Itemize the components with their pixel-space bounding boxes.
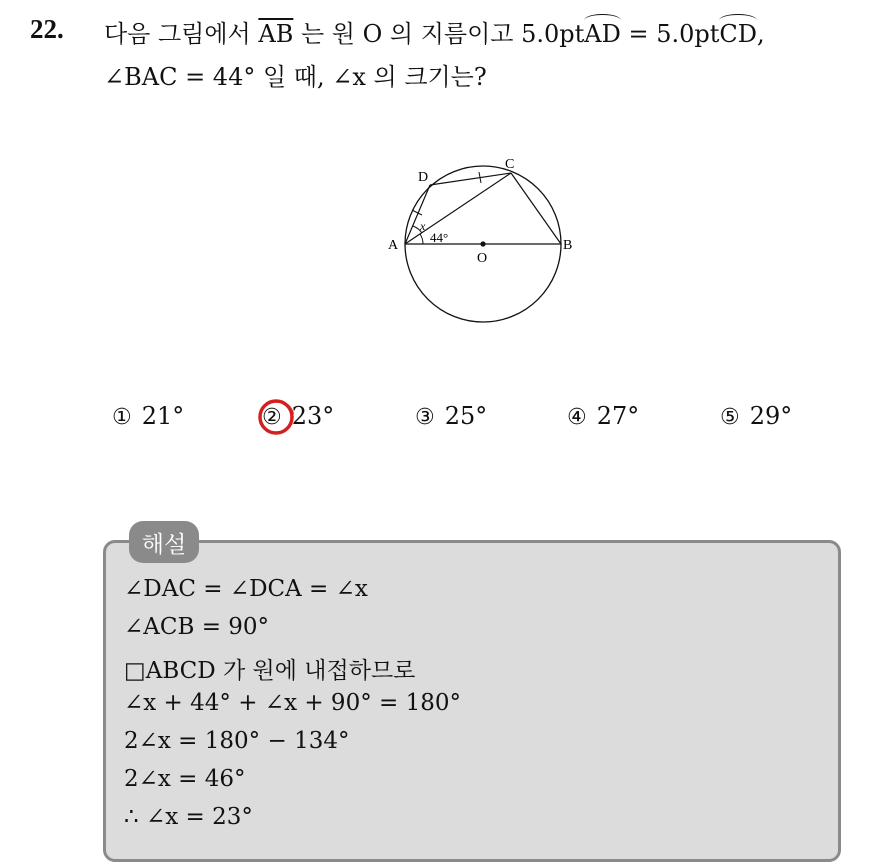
center-dot <box>480 241 485 246</box>
choice-4[interactable] <box>567 402 639 430</box>
choice-text: 25° <box>444 402 488 430</box>
arc-cd: CD <box>719 20 757 48</box>
label-a: A <box>388 238 399 253</box>
label-c: C <box>505 157 515 172</box>
stem-text-pre: 다음 그림에서 <box>104 20 259 48</box>
choice-text: 21° <box>141 402 185 430</box>
label-x: x <box>420 219 426 233</box>
solution-line-6: 2∠x = 46° <box>124 766 246 792</box>
stem-text-mid: 는 원 O 의 지름이고 5.0pt <box>293 20 585 48</box>
stem-text-eq: = 5.0pt <box>620 20 720 48</box>
label-o: O <box>477 251 488 266</box>
choice-2[interactable] <box>262 402 334 430</box>
circle-figure <box>380 150 590 330</box>
choice-3[interactable] <box>415 402 487 430</box>
label-b: B <box>563 238 573 253</box>
solution-line-7: ∴ ∠x = 23° <box>124 804 253 830</box>
choice-mark: ⑤ <box>720 405 740 430</box>
question-number: 22. <box>30 14 64 44</box>
stem-text-end: , <box>757 20 765 48</box>
solution-line-3: □ABCD 가 원에 내접하므로 <box>124 658 416 684</box>
choice-text: 29° <box>749 402 793 430</box>
choice-mark: ② <box>262 405 282 430</box>
angle-44-arc <box>420 234 423 244</box>
question-stem-line2: ∠BAC = 44° 일 때, ∠x 의 크기는? <box>104 63 487 91</box>
solution-tag: 해설 <box>129 521 199 563</box>
choice-mark: ④ <box>567 405 587 430</box>
label-angle-44: 44° <box>430 230 449 245</box>
choice-text: 23° <box>291 402 335 430</box>
solution-line-1: ∠DAC = ∠DCA = ∠x <box>124 576 368 602</box>
solution-line-4: ∠x + 44° + ∠x + 90° = 180° <box>124 690 461 716</box>
chord-cb <box>511 173 561 244</box>
segment-ab: $\overline{AB}$ <box>258 20 294 48</box>
question-stem-line1 <box>104 14 765 49</box>
arc-ad: AD <box>584 20 621 48</box>
choice-1[interactable] <box>112 402 184 430</box>
choice-mark: ③ <box>415 405 435 430</box>
solution-line-2: ∠ACB = 90° <box>124 614 270 640</box>
label-d: D <box>418 170 429 185</box>
choice-text: 27° <box>596 402 640 430</box>
choice-mark: ① <box>112 405 132 430</box>
choice-5[interactable] <box>720 402 792 430</box>
chord-dc <box>430 173 511 185</box>
solution-line-5: 2∠x = 180° − 134° <box>124 728 350 754</box>
